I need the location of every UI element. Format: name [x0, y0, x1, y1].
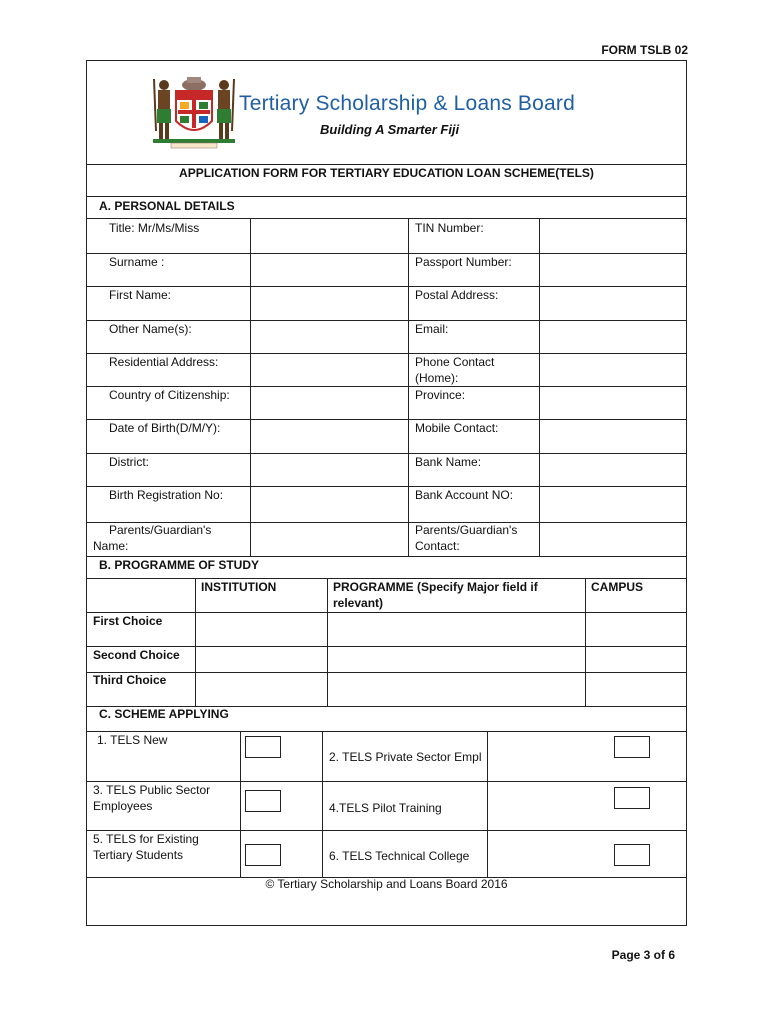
label-district: District:	[109, 455, 149, 469]
divider	[87, 196, 686, 197]
divider	[250, 218, 251, 556]
label-title: Title: Mr/Ms/Miss	[109, 221, 200, 235]
col-institution: INSTITUTION	[201, 580, 277, 594]
label-phone-home: (Home):	[415, 371, 459, 385]
scheme-public-sector-label-2: Employees	[93, 799, 153, 813]
divider	[585, 578, 586, 706]
scheme-public-sector-label: 3. TELS Public Sector	[93, 783, 211, 797]
label-passport-number: Passport Number:	[415, 255, 512, 269]
scheme-existing-students-label-2: Tertiary Students	[93, 848, 184, 862]
label-postal-address: Postal Address:	[415, 288, 499, 302]
copyright-notice: © Tertiary Scholarship and Loans Board 2016	[265, 877, 508, 891]
label-date-of-birth: Date of Birth(D/M/Y):	[109, 421, 221, 435]
page-number: Page 3 of 6	[611, 948, 675, 962]
divider	[539, 218, 540, 556]
section-a-heading: A. PERSONAL DETAILS	[99, 199, 235, 213]
scheme-pilot-training-label: 4.TELS Pilot Training	[329, 801, 442, 815]
scheme-existing-students-checkbox[interactable]	[245, 844, 281, 866]
divider	[87, 286, 686, 287]
scheme-tels-new-label: 1. TELS New	[97, 733, 168, 747]
scheme-private-sector-checkbox[interactable]	[614, 736, 650, 758]
label-mobile-contact: Mobile Contact:	[415, 421, 499, 435]
org-name: Tertiary Scholarship & Loans Board	[239, 92, 575, 115]
divider	[87, 731, 686, 732]
label-birth-registration: Birth Registration No:	[109, 488, 224, 502]
divider	[87, 253, 686, 254]
scheme-tels-new-checkbox[interactable]	[245, 736, 281, 758]
divider	[327, 578, 328, 706]
divider	[87, 218, 686, 219]
form-code: FORM TSLB 02	[601, 43, 688, 57]
label-province: Province:	[415, 388, 466, 402]
row-second-choice: Second Choice	[93, 648, 180, 662]
divider	[87, 612, 686, 613]
label-parents-guardian-contact-2: Contact:	[415, 539, 460, 553]
label-parents-guardian-contact: Parents/Guardian's	[415, 523, 518, 537]
label-first-name: First Name:	[109, 288, 172, 302]
scheme-technical-college-label: 6. TELS Technical College	[329, 849, 470, 863]
section-c-heading: C. SCHEME APPLYING	[99, 707, 229, 721]
scheme-existing-students-label: 5. TELS for Existing	[93, 832, 199, 846]
label-country-citizenship: Country of Citizenship:	[109, 388, 230, 402]
scheme-private-sector-label: 2. TELS Private Sector Empl	[329, 750, 482, 764]
label-tin-number: TIN Number:	[415, 221, 484, 235]
col-campus: CAMPUS	[591, 580, 644, 594]
col-programme-2: relevant)	[333, 596, 384, 610]
divider	[408, 218, 409, 556]
scheme-technical-college-checkbox[interactable]	[614, 844, 650, 866]
form-title: APPLICATION FORM FOR TERTIARY EDUCATION LOAN SCHEME(TELS)	[179, 166, 594, 180]
col-programme: PROGRAMME (Specify Major field if	[333, 580, 538, 594]
section-b-heading: B. PROGRAMME OF STUDY	[99, 558, 260, 572]
label-surname: Surname :	[109, 255, 165, 269]
divider	[87, 672, 686, 673]
row-third-choice: Third Choice	[93, 673, 167, 687]
label-email: Email:	[415, 322, 449, 336]
divider	[240, 731, 241, 877]
label-parents-guardian-name-2: Name:	[93, 539, 129, 553]
form-frame	[86, 60, 687, 926]
coat-of-arms-logo	[149, 71, 239, 149]
divider	[322, 731, 323, 877]
org-tagline: Building A Smarter Fiji	[320, 122, 460, 137]
label-parents-guardian-name: Parents/Guardian's	[109, 523, 212, 537]
label-bank-account: Bank Account NO:	[415, 488, 514, 502]
divider	[195, 578, 196, 706]
label-bank-name: Bank Name:	[415, 455, 482, 469]
label-other-names: Other Name(s):	[109, 322, 192, 336]
label-phone-contact: Phone Contact	[415, 355, 495, 369]
row-first-choice: First Choice	[93, 614, 163, 628]
label-residential-address: Residential Address:	[109, 355, 219, 369]
divider	[487, 731, 488, 877]
divider	[87, 453, 686, 454]
scheme-public-sector-checkbox[interactable]	[245, 790, 281, 812]
scheme-pilot-training-checkbox[interactable]	[614, 787, 650, 809]
